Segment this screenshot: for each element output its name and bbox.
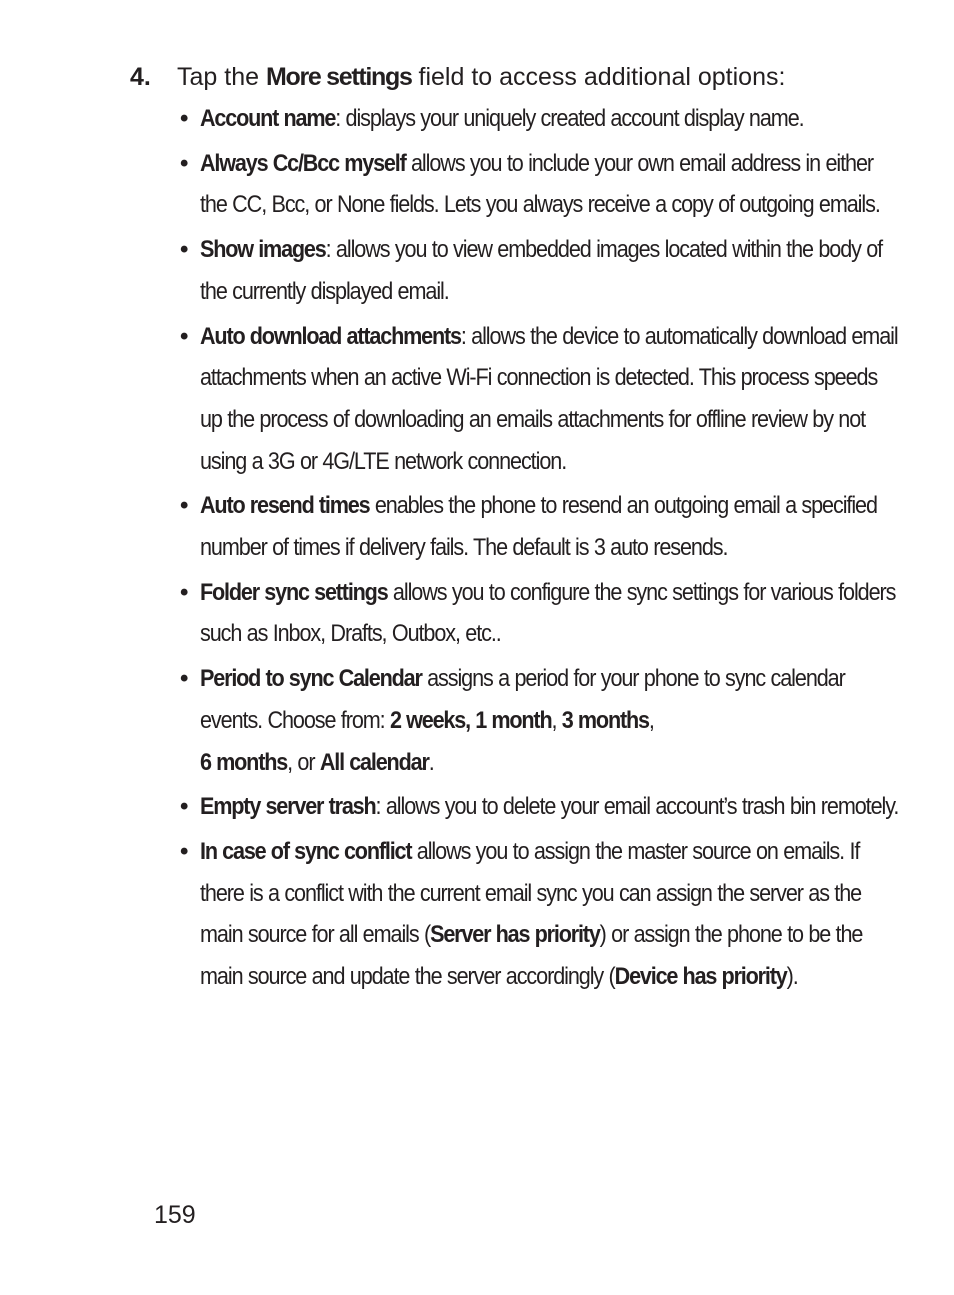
step-text-suffix: field to access additional options: <box>411 63 786 91</box>
option-description: assigns a period for your phone to sync calendar events. Choose from: <box>200 665 845 734</box>
choice-device-has-priority: Device has priority <box>614 963 787 991</box>
bullet-icon: • <box>180 492 188 520</box>
list-item-empty-server-trash <box>178 786 899 828</box>
step-text-prefix: Tap the <box>177 63 266 91</box>
bullet-icon: • <box>180 665 188 693</box>
option-description-continued: ) or assign the phone to be the main source and update the server accordingly ( <box>200 921 863 991</box>
option-title: Period to sync Calendar <box>200 665 422 693</box>
option-title: Empty server trash <box>200 793 376 821</box>
choice-separator: , <box>648 706 654 734</box>
list-item-account-name <box>178 98 888 140</box>
step-4-instruction <box>130 58 890 96</box>
choice-6-months: 6 months <box>200 748 288 776</box>
list-item-sync-conflict <box>178 831 888 998</box>
sentence-end: ). <box>786 963 798 991</box>
option-title: Always Cc/Bcc myself <box>200 149 406 177</box>
list-item-period-to-sync-calendar <box>178 658 888 783</box>
more-settings-label: More settings <box>265 63 412 91</box>
option-description: : allows you to delete your email account’s trash bin remotely. <box>375 793 899 821</box>
bullet-icon: • <box>180 322 188 350</box>
option-description: : allows the device to automatically download email attachments when an active Wi-Fi connection is detected. This process speeds up the process of downloading an emails attachments for offline review by not using a 3G or 4G/LTE network connection. <box>200 322 898 475</box>
step-number: 4. <box>130 63 151 91</box>
option-title: Auto download attachments <box>200 322 461 350</box>
option-description: allows you to assign the master source on emails. If there is a conflict with the current email sync you can assign the server as the main source for all emails ( <box>200 837 862 949</box>
option-title: In case of sync conflict <box>200 837 412 865</box>
choice-separator: , <box>551 706 562 734</box>
option-description: allows you to configure the sync settings for various folders such as Inbox, Drafts, Outbox, etc.. <box>200 578 896 648</box>
bullet-icon: • <box>180 578 188 606</box>
option-description: enables the phone to resend an outgoing email a specified number of times if delivery fails. The default is 3 auto resends. <box>200 492 877 562</box>
bullet-icon: • <box>180 793 188 821</box>
list-item-always-cc-bcc <box>178 143 888 226</box>
choice-server-has-priority: Server has priority <box>430 921 600 949</box>
option-title: Account name <box>200 105 336 132</box>
choice-2-weeks-1-month: 2 weeks, 1 month <box>389 706 552 734</box>
list-item-folder-sync-settings <box>178 572 896 655</box>
option-title: Auto resend times <box>200 492 370 520</box>
option-description: : displays your uniquely created account display name. <box>335 105 804 132</box>
more-settings-options-list <box>178 98 899 1001</box>
option-title: Folder sync settings <box>200 578 388 606</box>
list-item-auto-resend-times <box>178 485 888 568</box>
bullet-icon: • <box>180 149 188 177</box>
option-description: allows you to include your own email address in either the CC, Bcc, or None fields. Lets you always receive a copy of outgoing emails. <box>200 149 880 219</box>
option-description: : allows you to view embedded images located within the body of the currently displayed email. <box>200 236 883 305</box>
list-item-auto-download-attachments <box>178 316 898 483</box>
option-title: Show images <box>200 236 326 264</box>
sentence-end: . <box>428 748 434 776</box>
choice-separator: , or <box>287 748 320 776</box>
choice-all-calendar: All calendar <box>319 748 429 776</box>
list-item-show-images <box>178 229 888 312</box>
bullet-icon: • <box>180 236 188 264</box>
bullet-icon: • <box>180 837 188 865</box>
bullet-icon: • <box>180 105 188 132</box>
choice-3-months: 3 months <box>561 706 649 734</box>
page-number: 159 <box>154 1201 196 1229</box>
